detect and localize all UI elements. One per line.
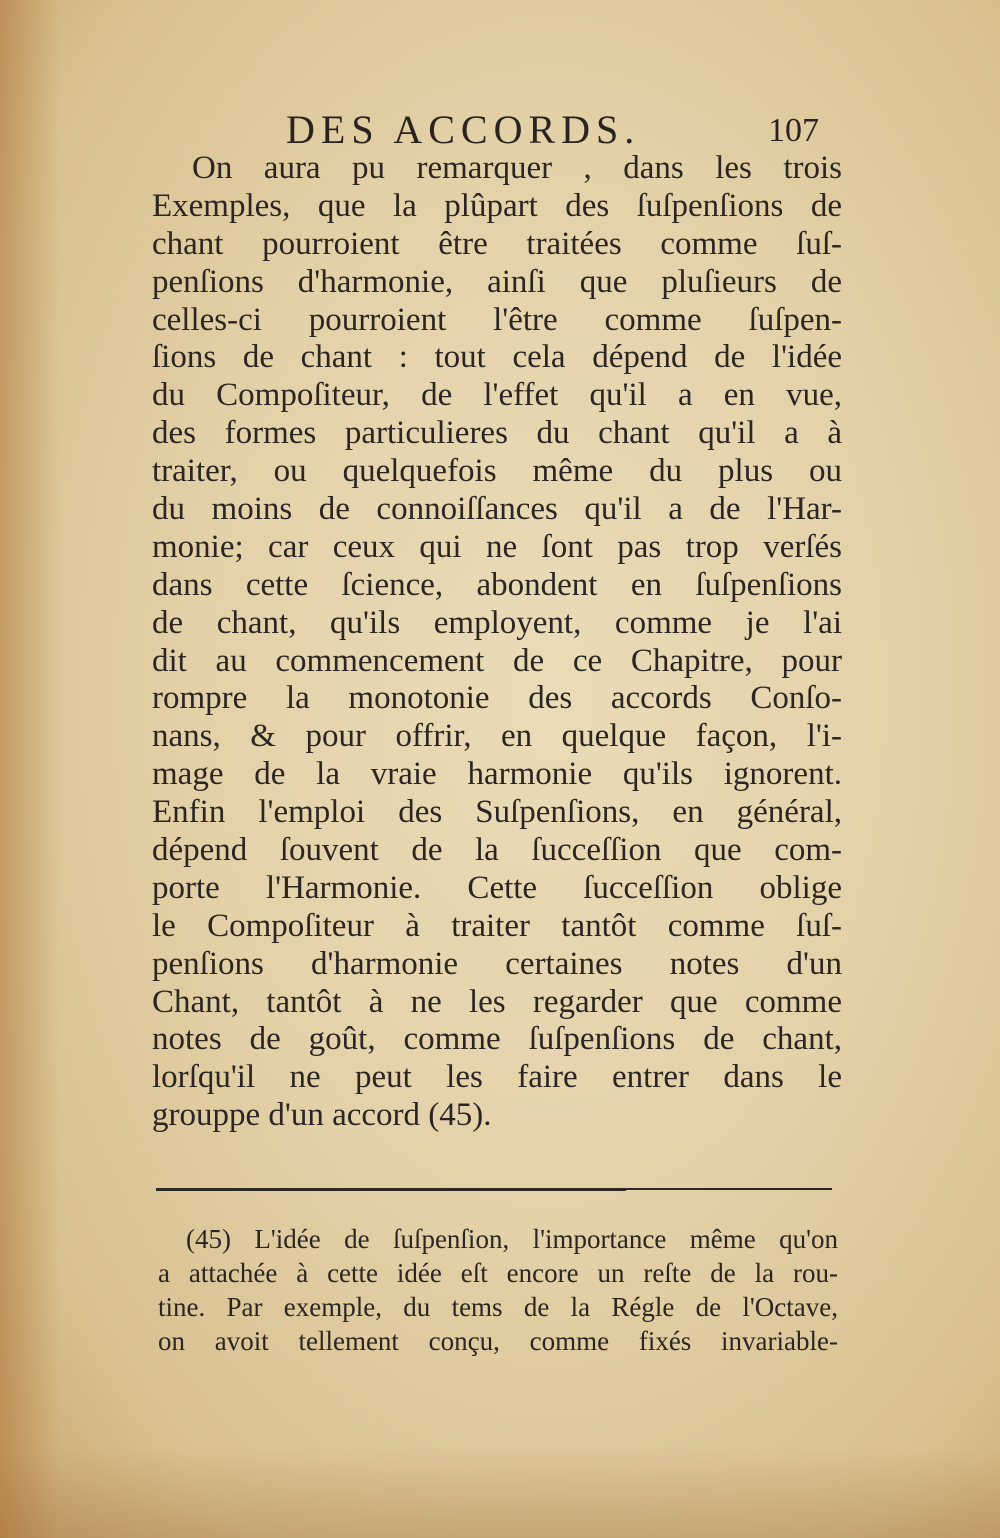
page-number: 107 bbox=[768, 112, 819, 149]
body-line: ſions de chant : tout cela dépend de l'idée bbox=[152, 339, 842, 376]
body-line: le Compoſiteur à traiter tantôt comme ſuſ- bbox=[152, 907, 842, 944]
body-line: lorſqu'il ne peut les faire entrer dans le bbox=[152, 1059, 842, 1096]
body-line: nans, & pour offrir, en quelque façon, l'i- bbox=[152, 718, 842, 755]
footnote-rule-thin bbox=[626, 1188, 832, 1190]
body-line: On aura pu remarquer , dans les trois bbox=[192, 150, 842, 186]
body-line: notes de goût, comme ſuſpenſions de chant, bbox=[152, 1021, 842, 1058]
body-line: traiter, ou quelquefois même du plus ou bbox=[152, 453, 842, 490]
body-line: chant pourroient être traitées comme ſuſ- bbox=[152, 225, 842, 262]
body-line: Exemples, que la plûpart des ſuſpenſions de bbox=[152, 187, 842, 224]
body-line: celles-ci pourroient l'être comme ſuſpen- bbox=[152, 301, 842, 338]
body-line: Enfin l'emploi des Suſpenſions, en général, bbox=[152, 794, 842, 831]
body-line: dans cette ſcience, abondent en ſuſpenſions bbox=[152, 566, 842, 603]
body-line: penſions d'harmonie, ainſi que pluſieurs de bbox=[152, 263, 842, 300]
body-line: penſions d'harmonie certaines notes d'un bbox=[152, 945, 842, 982]
body-line: dit au commencement de ce Chapitre, pour bbox=[152, 642, 842, 679]
footnote bbox=[158, 1222, 838, 1358]
body-line: grouppe d'un accord (45). bbox=[152, 1097, 492, 1134]
running-title: DES ACCORDS. bbox=[286, 107, 641, 152]
footnote-rule bbox=[156, 1188, 626, 1191]
footnote-line: a attachée à cette idée eſt encore un reſte de la rou- bbox=[158, 1258, 838, 1288]
body-line: des formes particulieres du chant qu'il a à bbox=[152, 415, 842, 452]
footnote-line: on avoit tellement conçu, comme fixés invariable- bbox=[158, 1326, 838, 1356]
body-line: Chant, tantôt à ne les regarder que comme bbox=[152, 983, 842, 1020]
footnote-line: (45) L'idée de ſuſpenſion, l'importance même qu'on bbox=[186, 1224, 838, 1254]
body-line: porte l'Harmonie. Cette ſucceſſion oblige bbox=[152, 869, 842, 906]
body-line: mage de la vraie harmonie qu'ils ignorent. bbox=[152, 756, 842, 793]
body-line: monie; car ceux qui ne ſont pas trop verſés bbox=[152, 528, 842, 565]
body-text bbox=[152, 150, 842, 1135]
body-line: du moins de connoiſſances qu'il a de l'Har- bbox=[152, 491, 842, 528]
body-line: du Compoſiteur, de l'effet qu'il a en vue, bbox=[152, 377, 842, 414]
body-line: rompre la monotonie des accords Conſo- bbox=[152, 680, 842, 717]
footnote-line: tine. Par exemple, du tems de la Régle de l'Octave, bbox=[158, 1292, 838, 1322]
body-line: dépend ſouvent de la ſucceſſion que com- bbox=[152, 832, 842, 869]
body-line: de chant, qu'ils employent, comme je l'ai bbox=[152, 604, 842, 641]
